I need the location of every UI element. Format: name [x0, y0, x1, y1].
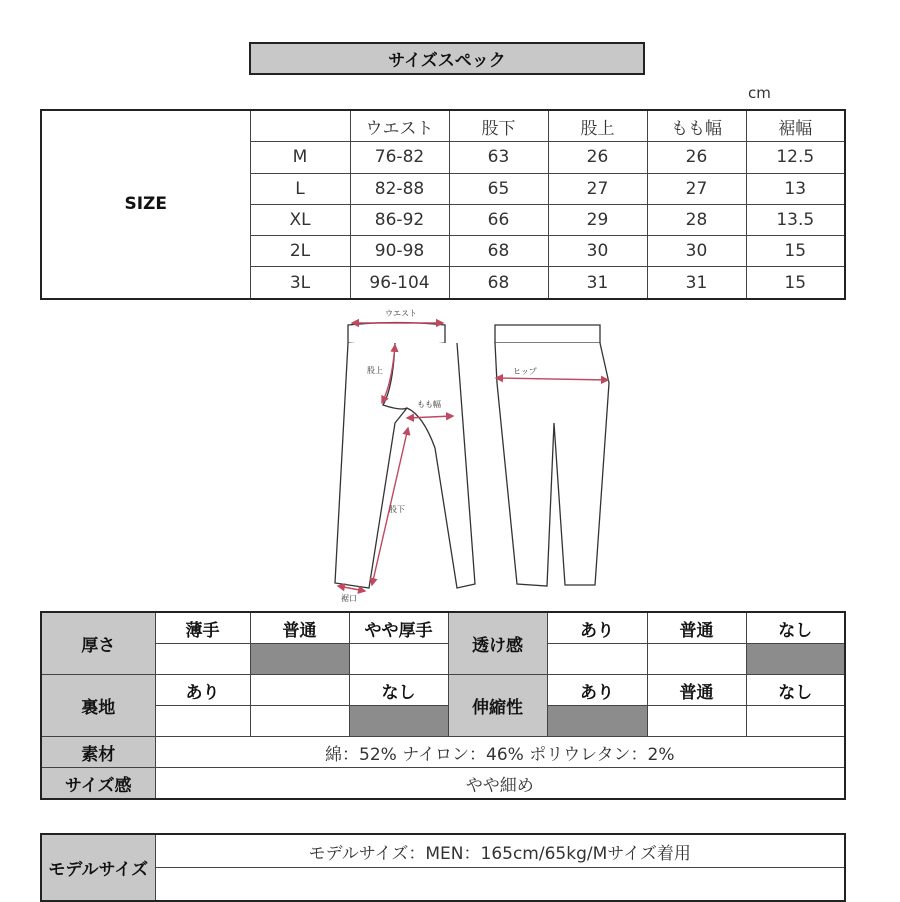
thickness-option-thick: やや厚手 — [349, 612, 448, 644]
size-cell: 68 — [449, 236, 548, 267]
thickness-marker-normal — [250, 644, 349, 675]
lining-option-empty — [250, 675, 349, 706]
size-cell: 27 — [548, 173, 647, 204]
size-cell: 13.5 — [746, 204, 845, 235]
attr-label-material: 素材 — [41, 737, 155, 768]
lining-marker-empty — [250, 706, 349, 737]
size-cell: 65 — [449, 173, 548, 204]
lining-option-yes: あり — [155, 675, 250, 706]
size-cell: 26 — [548, 142, 647, 173]
attr-label-fit: サイズ感 — [41, 768, 155, 800]
size-cell: 31 — [548, 267, 647, 299]
pants-measurement-diagram — [325, 303, 625, 603]
fit-value: やや細め — [155, 768, 845, 800]
size-header-empty — [250, 110, 350, 142]
size-header-thigh: もも幅 — [647, 110, 746, 142]
diagram-label-hem: 裾口 — [341, 594, 357, 603]
attr-label-stretch: 伸縮性 — [448, 675, 547, 737]
model-size-label: モデルサイズ — [41, 834, 155, 901]
size-cell: 86-92 — [350, 204, 449, 235]
size-name: L — [250, 173, 350, 204]
model-size-empty-row — [155, 868, 845, 902]
stretch-marker-none — [746, 706, 845, 737]
attr-label-lining: 裏地 — [41, 675, 155, 737]
size-name: M — [250, 142, 350, 173]
attr-label-thickness: 厚さ — [41, 612, 155, 675]
size-cell: 96-104 — [350, 267, 449, 299]
thickness-marker-thin — [155, 644, 250, 675]
size-row-label: SIZE — [41, 110, 250, 299]
transparency-marker-yes — [547, 644, 647, 675]
size-cell: 90-98 — [350, 236, 449, 267]
size-cell: 66 — [449, 204, 548, 235]
size-cell: 30 — [647, 236, 746, 267]
transparency-marker-none — [746, 644, 845, 675]
lining-option-none: なし — [349, 675, 448, 706]
size-cell: 26 — [647, 142, 746, 173]
size-cell: 30 — [548, 236, 647, 267]
diagram-label-thigh: もも幅 — [417, 400, 441, 409]
size-cell: 28 — [647, 204, 746, 235]
size-name: XL — [250, 204, 350, 235]
size-cell: 29 — [548, 204, 647, 235]
size-cell: 82-88 — [350, 173, 449, 204]
size-header-hem: 裾幅 — [746, 110, 845, 142]
transparency-option-normal: 普通 — [647, 612, 746, 644]
size-cell: 15 — [746, 267, 845, 299]
size-cell: 76-82 — [350, 142, 449, 173]
thickness-marker-thick — [349, 644, 448, 675]
thickness-option-thin: 薄手 — [155, 612, 250, 644]
model-size-table — [40, 833, 846, 902]
size-header-inseam: 股下 — [449, 110, 548, 142]
back-pants-icon — [495, 325, 609, 586]
size-cell: 63 — [449, 142, 548, 173]
stretch-option-yes: あり — [547, 675, 647, 706]
stretch-option-normal: 普通 — [647, 675, 746, 706]
stretch-option-none: なし — [746, 675, 845, 706]
size-name: 2L — [250, 236, 350, 267]
transparency-option-yes: あり — [547, 612, 647, 644]
material-value: 綿：52% ナイロン：46% ポリウレタン：2% — [155, 737, 845, 768]
size-cell: 12.5 — [746, 142, 845, 173]
size-header-rise: 股上 — [548, 110, 647, 142]
transparency-option-none: なし — [746, 612, 845, 644]
lining-marker-none — [349, 706, 448, 737]
size-cell: 31 — [647, 267, 746, 299]
lining-marker-yes — [155, 706, 250, 737]
model-size-value: モデルサイズ：MEN：165cm/65kg/Mサイズ着用 — [155, 834, 845, 868]
size-header-waist: ウエスト — [350, 110, 449, 142]
stretch-marker-yes — [547, 706, 647, 737]
attr-label-transparency: 透け感 — [448, 612, 547, 675]
front-pants-icon — [335, 323, 475, 589]
unit-label: cm — [748, 84, 771, 102]
size-cell: 27 — [647, 173, 746, 204]
diagram-label-hip: ヒップ — [513, 367, 537, 376]
size-cell: 13 — [746, 173, 845, 204]
size-table — [40, 109, 846, 300]
transparency-marker-normal — [647, 644, 746, 675]
diagram-label-rise: 股上 — [367, 366, 383, 375]
attribute-table — [40, 611, 846, 800]
size-cell: 15 — [746, 236, 845, 267]
diagram-label-waist: ウエスト — [385, 309, 417, 318]
size-name: 3L — [250, 267, 350, 299]
size-cell: 68 — [449, 267, 548, 299]
page-title: サイズスペック — [249, 42, 645, 75]
stretch-marker-normal — [647, 706, 746, 737]
diagram-label-inseam: 股下 — [389, 505, 405, 514]
thickness-option-normal: 普通 — [250, 612, 349, 644]
